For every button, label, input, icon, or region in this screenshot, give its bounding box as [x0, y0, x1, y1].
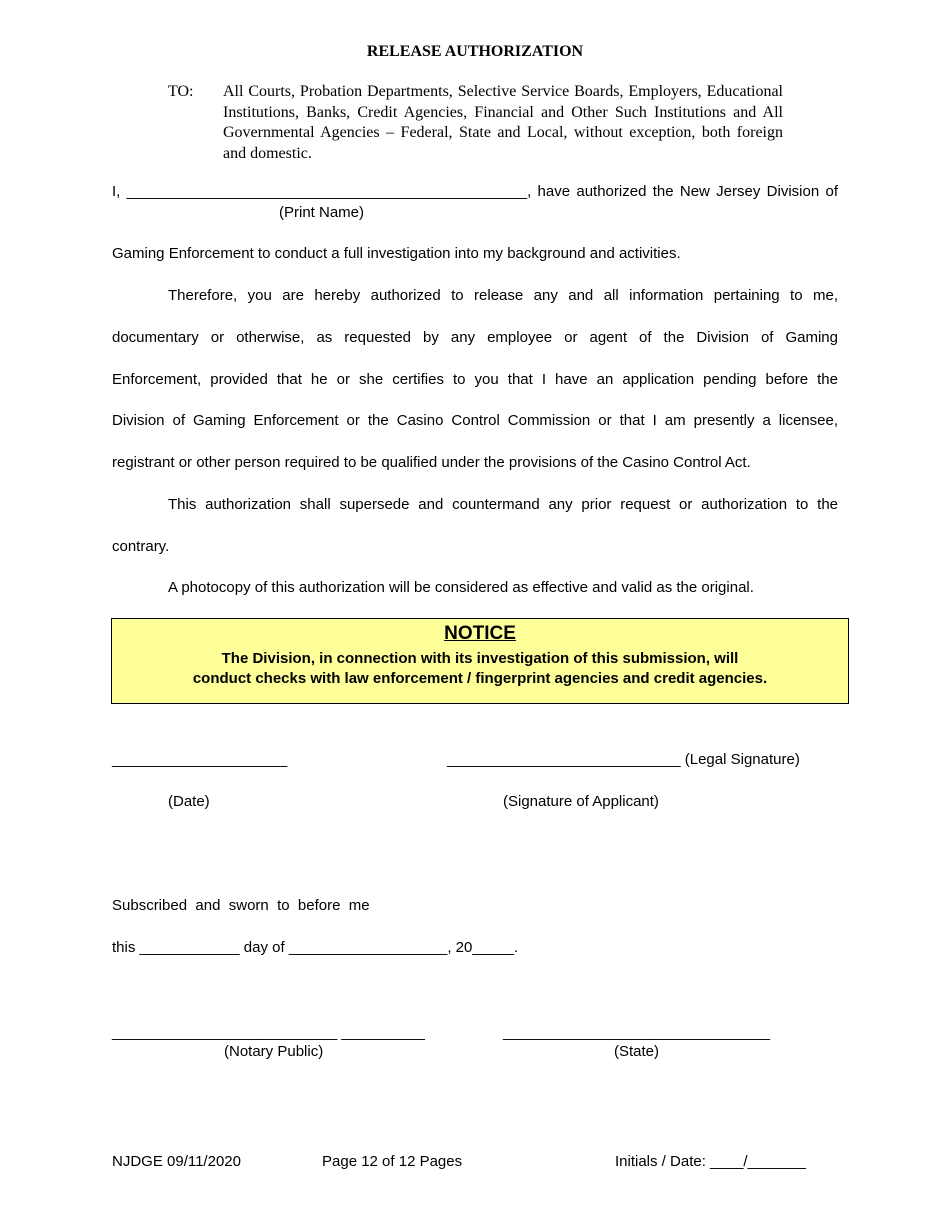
notary-caption: (Notary Public)	[224, 1043, 324, 1060]
footer-page-number: Page 12 of 12 Pages	[322, 1153, 463, 1170]
print-name-caption: (Print Name)	[279, 204, 365, 221]
footer-form-id: NJDGE 09/11/2020	[112, 1153, 241, 1170]
date-signature-line[interactable]: _____________________	[112, 751, 288, 768]
notice-box	[111, 618, 849, 704]
state-caption: (State)	[614, 1043, 660, 1060]
legal-signature-line[interactable]: ____________________________ (Legal Signature)	[447, 751, 800, 768]
release-paragraph-line: documentary or otherwise, as requested by any employee or agent of the Division of Gaming	[112, 329, 838, 346]
document-title: RELEASE AUTHORIZATION	[366, 43, 584, 60]
date-caption: (Date)	[168, 793, 210, 810]
print-name-line: I, ________________________________________________, have authorized the New Jersey Division of	[112, 183, 838, 200]
applicant-signature-caption: (Signature of Applicant)	[503, 793, 659, 810]
notice-body: The Division, in connection with its investigation of this submission, will conduct checks with law enforcement / fingerprint agencies and credit agencies.	[192, 650, 768, 687]
to-recipients: All Courts, Probation Departments, Selective Service Boards, Employers, Educational Institutions, Banks, Credit Agencies, Financial and Other Such Institutions and All Governmental Agencies – Federal, State and Local, without exception, both foreign and domestic.	[223, 83, 783, 162]
release-paragraph-line: Division of Gaming Enforcement or the Casino Control Commission or that I am presently a licensee,	[112, 412, 838, 429]
release-paragraph-line: registrant or other person required to be qualified under the provisions of the Casino Control Act.	[112, 454, 751, 471]
to-label: TO:	[168, 83, 194, 100]
photocopy-statement: A photocopy of this authorization will be considered as effective and valid as the original.	[168, 579, 754, 596]
notary-signature-line[interactable]: ___________________________ __________	[112, 1024, 425, 1041]
release-paragraph-line: Enforcement, provided that he or she certifies to you that I have an application pending before the	[112, 371, 838, 388]
supersede-paragraph-line: contrary.	[112, 538, 170, 555]
sworn-statement: Subscribed and sworn to before me	[112, 897, 370, 914]
footer-initials-date[interactable]: Initials / Date: ____/_______	[615, 1153, 806, 1170]
supersede-paragraph-line: This authorization shall supersede and countermand any prior request or authorization to the	[168, 496, 838, 513]
authorization-statement: Gaming Enforcement to conduct a full investigation into my background and activities.	[112, 245, 681, 262]
sworn-date-line[interactable]: this ____________ day of ___________________, 20_____.	[112, 939, 519, 956]
release-paragraph-line: Therefore, you are hereby authorized to release any and all information pertaining to me,	[168, 287, 838, 304]
notice-heading: NOTICE	[444, 623, 516, 644]
state-line[interactable]: ________________________________	[503, 1024, 770, 1041]
